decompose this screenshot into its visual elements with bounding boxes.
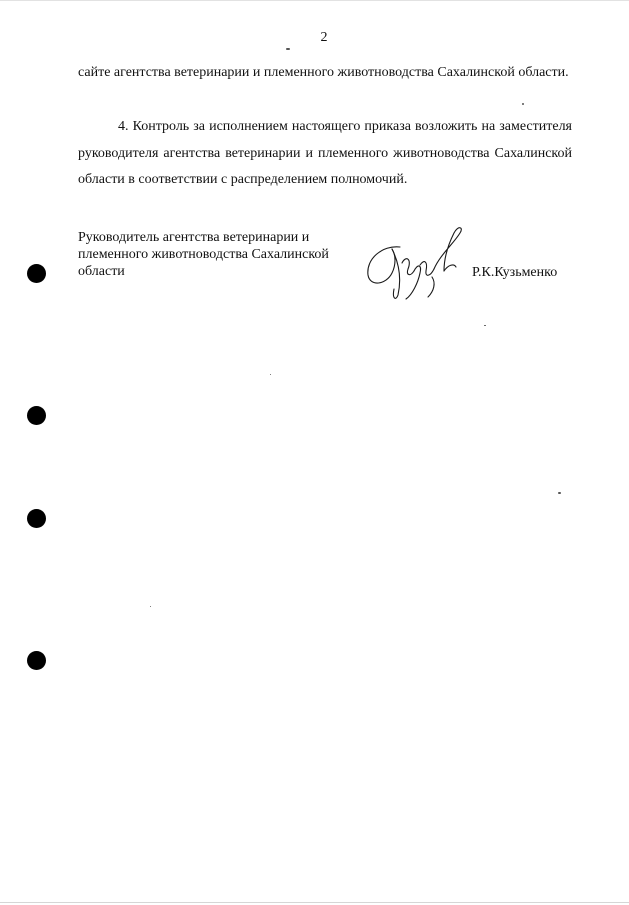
punch-hole: [27, 406, 46, 425]
scan-speck: [522, 103, 524, 105]
scan-speck: [150, 606, 151, 607]
signer-title-line: Руководитель агентства ветеринарии и: [78, 230, 310, 245]
signer-name: Р.К.Кузьменко: [472, 265, 558, 280]
scan-speck: [286, 48, 290, 50]
signer-title-line: области: [78, 264, 125, 279]
punch-hole: [27, 651, 46, 670]
scan-speck: [558, 492, 561, 494]
scan-top-edge: [0, 0, 629, 1]
signer-title: [78, 229, 368, 280]
paragraph-continuation: сайте агентства ветеринарии и племенного животноводства Сахалинской области.: [78, 65, 569, 80]
handwritten-signature: [362, 225, 472, 303]
scan-speck: [484, 325, 486, 326]
scan-bottom-edge: [0, 902, 629, 903]
scan-speck: [270, 374, 271, 375]
page-number: 2: [320, 30, 328, 45]
paragraph-item-4: 4. Контроль за исполнением настоящего приказа возложить на заместителя руководителя агентства ветеринарии и племенного животноводства Сахалинской области в соответствии с распределением полномочий.: [78, 119, 572, 187]
signer-title-line: племенного животноводства Сахалинской: [78, 247, 329, 262]
punch-hole: [27, 264, 46, 283]
punch-hole: [27, 509, 46, 528]
